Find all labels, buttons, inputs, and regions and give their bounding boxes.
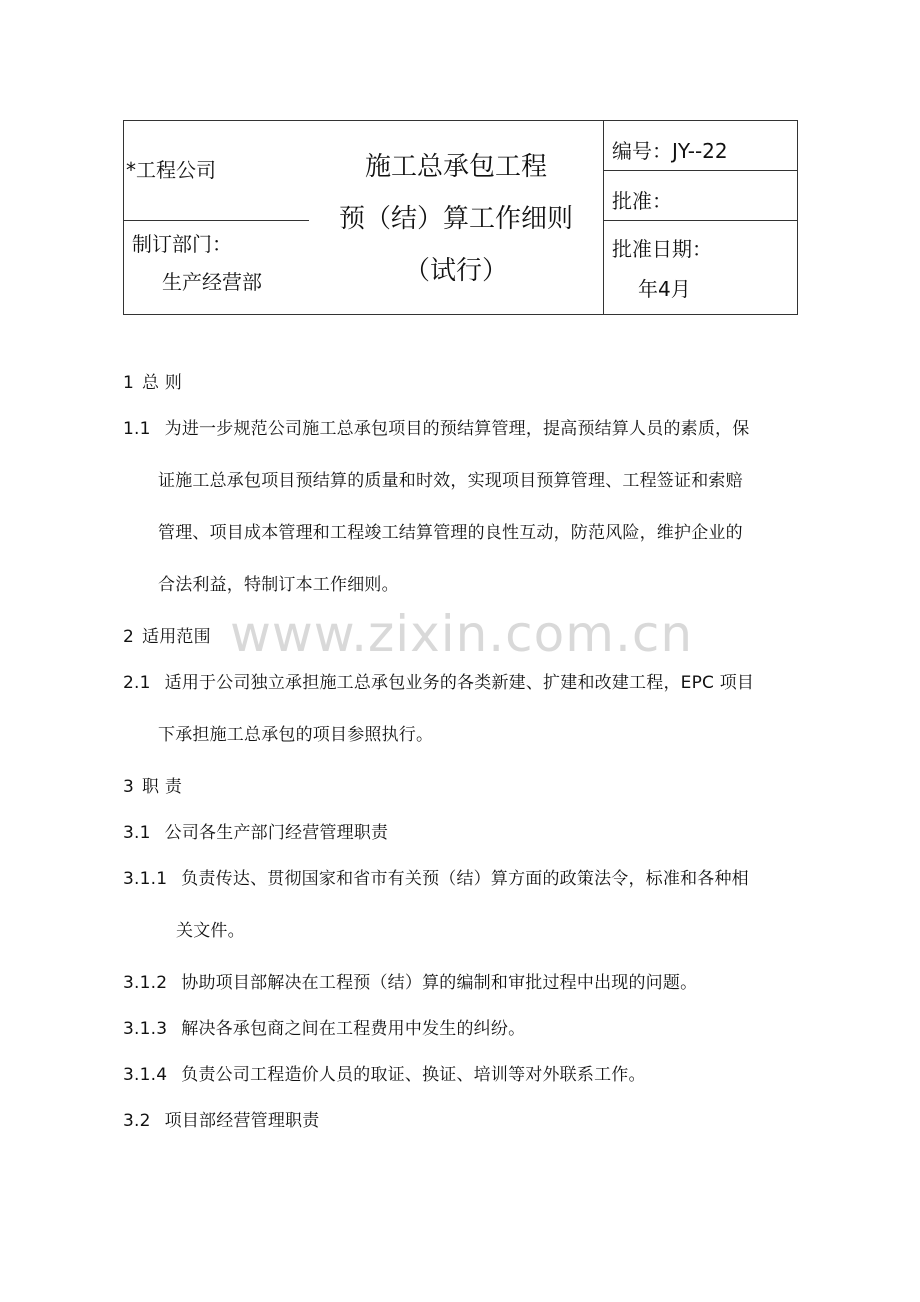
para-3-1-3 (123, 1014, 525, 1039)
right-column (604, 120, 798, 315)
para-number: 3.1 (123, 823, 151, 843)
para-3-2-heading (123, 1106, 319, 1131)
para-number: 3.1.3 (123, 1019, 168, 1039)
para-text: 协助项目部解决在工程预（结）算的编制和审批过程中出现的问题。 (181, 973, 698, 993)
para-1-1-line-4: 合法利益，特制订本工作细则。 (158, 575, 399, 595)
dept-cell (124, 225, 309, 301)
para-1-1-line-2: 证施工总承包项目预结算的质量和时效，实现项目预算管理、工程签证和索赔 (158, 471, 743, 491)
approval-date-label: 批准日期： (612, 237, 712, 261)
para-3-1-1-line-1 (123, 864, 749, 889)
header-grid (123, 120, 798, 315)
dept-name: 生产经营部 (162, 270, 262, 294)
para-text: 负责传达、贯彻国家和省市有关预（结）算方面的政策法令，标准和各种相 (181, 869, 749, 889)
title-column (309, 120, 604, 315)
para-title: 公司各生产部门经营管理职责 (164, 823, 389, 843)
right-divider-2 (604, 220, 797, 221)
para-2-1-line-2: 下承担施工总承包的项目参照执行。 (158, 725, 434, 745)
left-column (123, 120, 310, 315)
para-number: 1.1 (123, 419, 151, 439)
para-3-1-heading (123, 818, 388, 843)
section-number: 3 (123, 777, 135, 797)
section-number: 1 (123, 373, 135, 393)
section-title: 适用范围 (142, 627, 211, 647)
para-text: 解决各承包商之间在工程费用中发生的纠纷。 (181, 1019, 526, 1039)
para-3-1-2 (123, 968, 697, 993)
para-1-1-line-1 (123, 414, 749, 439)
title-text-3: （试行） (403, 256, 508, 286)
para-text: 负责公司工程造价人员的取证、换证、培训等对外联系工作。 (181, 1065, 646, 1085)
code-cell: 编号：JY--22 (612, 139, 728, 163)
para-text: 适用于公司独立承担施工总承包业务的各类新建、扩建和改建工程，EPC 项目 (164, 673, 755, 693)
para-2-1-line-1 (123, 668, 754, 693)
para-title: 项目部经营管理职责 (164, 1111, 320, 1131)
para-3-1-1-line-2: 关文件。 (176, 921, 245, 941)
approval-date-value: 年4月 (638, 277, 691, 301)
watermark: www.zixin.com.cn (230, 605, 694, 663)
title-text-2: 预（结）算工作细则 (338, 204, 573, 234)
para-1-1-line-3: 管理、项目成本管理和工程竣工结算管理的良性互动，防范风险，维护企业的 (158, 523, 743, 543)
section-title: 职 责 (142, 777, 183, 797)
title-text-1: 施工总承包工程 (364, 152, 547, 182)
para-number: 2.1 (123, 673, 151, 693)
left-divider (124, 220, 309, 221)
section-title: 总 则 (142, 373, 183, 393)
section-number: 2 (123, 627, 135, 647)
section-1-heading (123, 368, 182, 393)
company-cell: *工程公司 (126, 158, 216, 182)
para-number: 3.1.2 (123, 973, 168, 993)
approval-date-cell (604, 229, 797, 309)
dept-label: 制订部门： (132, 232, 232, 256)
para-number: 3.1.4 (123, 1065, 168, 1085)
section-2-heading (123, 622, 211, 647)
approval-cell: 批准： (612, 189, 672, 213)
para-text: 为进一步规范公司施工总承包项目的预结算管理，提高预结算人员的素质，保 (164, 419, 750, 439)
para-3-1-4 (123, 1060, 646, 1085)
section-3-heading (123, 772, 182, 797)
para-number: 3.2 (123, 1111, 151, 1131)
para-number: 3.1.1 (123, 869, 168, 889)
